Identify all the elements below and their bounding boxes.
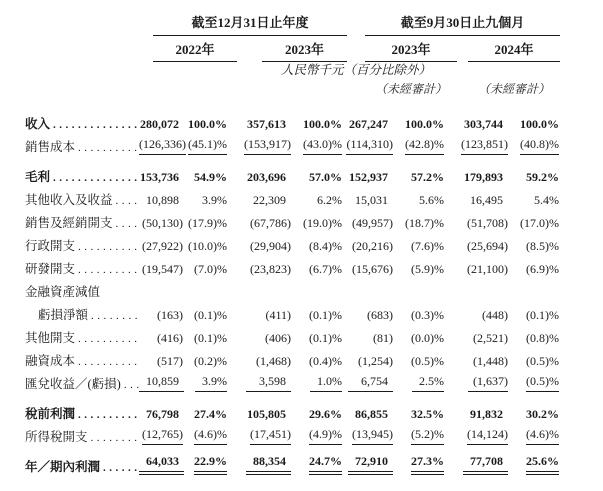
- dot-leader: [78, 333, 139, 345]
- percent-value: 30.2%: [526, 407, 559, 421]
- amount-value: 16,495: [470, 193, 503, 207]
- percent-value: (40.8)%: [520, 137, 559, 155]
- row-label-text: 銷售成本: [25, 140, 76, 154]
- amount-value: (19,547): [142, 262, 183, 276]
- amount-value: 15,031: [355, 193, 388, 207]
- column-header-2024-nine-month: 2024年: [468, 39, 560, 62]
- amount-value: 10,859: [139, 374, 184, 392]
- dot-leader: [124, 379, 139, 391]
- percent-value: 32.5%: [411, 407, 444, 421]
- dot-leader: [78, 142, 139, 154]
- dot-leader: [116, 195, 139, 207]
- percent-value: 29.6%: [309, 407, 342, 421]
- percent-value: 100.0%: [405, 117, 444, 131]
- percent-value: (4.9)%: [309, 427, 342, 445]
- amount-value: (67,786): [250, 216, 291, 230]
- period-group-annual-title: 截至12月31日止年度: [153, 12, 347, 36]
- row-label: [25, 259, 139, 277]
- amount-value: (163): [157, 308, 183, 322]
- amount-value: (15,676): [352, 262, 393, 276]
- amount-value: 88,354: [246, 454, 291, 475]
- table-row: [25, 109, 559, 132]
- amount-value: 6,754: [348, 374, 393, 392]
- table-row: [25, 208, 559, 231]
- dot-leader: [91, 310, 139, 322]
- period-group-nine-month-title: 截至9月30日止九個月: [365, 12, 560, 36]
- amount-value: (81): [373, 331, 393, 345]
- row-label: [25, 427, 139, 445]
- amount-value: 22,309: [253, 193, 286, 207]
- percent-value: 100.0%: [303, 117, 342, 131]
- amount-value: (126,336): [139, 137, 186, 155]
- amount-value: (123,851): [461, 137, 508, 155]
- percent-value: (17.9)%: [188, 216, 227, 230]
- percent-value: 5.4%: [534, 193, 559, 207]
- row-label-text: 其他收入及收益: [25, 193, 113, 207]
- amount-value: (20,216): [352, 239, 393, 253]
- amount-value: 91,832: [470, 407, 503, 421]
- dot-leader: [116, 218, 139, 230]
- amount-value: 267,247: [349, 117, 388, 131]
- percent-value: (0.5)%: [526, 374, 559, 392]
- amount-value: (114,310): [346, 137, 393, 155]
- row-label: [25, 137, 139, 155]
- dot-leader: [53, 119, 139, 131]
- percent-value: (5.9)%: [411, 262, 444, 276]
- percent-value: 59.2%: [526, 170, 559, 184]
- percent-value: (7.6)%: [411, 239, 444, 253]
- row-label-text: 虧損淨額: [38, 308, 89, 322]
- amount-value: (411): [265, 308, 291, 322]
- percent-value: (10.0)%: [188, 239, 227, 253]
- amount-value: (13,945): [352, 427, 393, 445]
- amount-value: (14,124): [467, 427, 508, 445]
- amount-value: (49,957): [352, 216, 393, 230]
- percent-value: (0.1)%: [194, 308, 227, 322]
- percent-value: (5.2)%: [411, 427, 444, 445]
- row-label: [25, 328, 139, 346]
- row-label-text: 所得稅開支: [25, 430, 88, 444]
- percent-value: 3.9%: [195, 374, 227, 392]
- percent-value: (43.0)%: [303, 137, 342, 155]
- percent-value: (0.3)%: [411, 308, 444, 322]
- percent-value: (18.7)%: [405, 216, 444, 230]
- row-label: [25, 167, 139, 185]
- dot-leader: [78, 356, 139, 368]
- row-label-text: 研發開支: [25, 262, 76, 276]
- row-label-text: 匯兌收益／(虧損): [25, 377, 121, 391]
- dot-leader: [78, 264, 139, 276]
- row-label: [25, 236, 139, 254]
- row-label: [25, 457, 139, 475]
- amount-value: (406): [265, 331, 291, 345]
- table-row: [25, 369, 559, 392]
- column-header-2023: 2023年: [262, 39, 347, 62]
- percent-value: (0.2)%: [194, 354, 227, 368]
- row-label-text: 銷售及經銷開支: [25, 216, 113, 230]
- table-row: [25, 445, 559, 475]
- table-row: [25, 155, 559, 185]
- unaudited-note-2024: （未經審計）: [477, 82, 550, 96]
- percent-value: (7.0)%: [194, 262, 227, 276]
- amount-value: 76,798: [146, 407, 179, 421]
- row-label-text: 收入: [25, 117, 51, 131]
- dot-leader: [78, 409, 139, 421]
- amount-value: (17,451): [250, 427, 291, 445]
- amount-value: 77,708: [463, 454, 508, 475]
- percent-value: (8.4)%: [309, 239, 342, 253]
- percent-value: (0.1)%: [526, 308, 559, 322]
- percent-value: 1.0%: [310, 374, 342, 392]
- amount-value: 64,033: [139, 454, 184, 475]
- percent-value: (0.1)%: [194, 331, 227, 345]
- income-statement-table: [25, 109, 559, 475]
- percent-value: (0.1)%: [309, 308, 342, 322]
- table-row: [25, 392, 559, 422]
- table-row: [25, 254, 559, 277]
- amount-value: 280,072: [140, 117, 179, 131]
- dot-leader: [53, 172, 139, 184]
- amount-value: (448): [482, 308, 508, 322]
- percent-value: 27.3%: [411, 454, 444, 475]
- amount-value: 10,898: [146, 193, 179, 207]
- percent-value: 5.6%: [419, 193, 444, 207]
- row-label: [25, 190, 139, 208]
- amount-value: (51,708): [467, 216, 508, 230]
- percent-value: 57.0%: [309, 170, 342, 184]
- percent-value: (17.0)%: [520, 216, 559, 230]
- table-row: [25, 132, 559, 155]
- currency-unit-note: 人民幣千元（百分比除外）: [280, 63, 431, 77]
- dot-leader: [78, 241, 139, 253]
- amount-value: (23,823): [250, 262, 291, 276]
- percent-value: (0.8)%: [526, 331, 559, 345]
- percent-value: 54.9%: [194, 170, 227, 184]
- amount-value: (1,468): [256, 354, 291, 368]
- amount-value: 72,910: [348, 454, 393, 475]
- row-label-text: 金融資產減值: [25, 285, 101, 299]
- percent-value: 3.9%: [202, 193, 227, 207]
- row-label: [25, 351, 139, 369]
- percent-value: (4.6)%: [526, 427, 559, 445]
- amount-value: 3,598: [246, 374, 291, 392]
- amount-value: (153,917): [244, 137, 291, 155]
- amount-value: (21,100): [467, 262, 508, 276]
- amount-value: 86,855: [355, 407, 388, 421]
- row-label: [25, 305, 139, 323]
- table-row: [25, 422, 559, 445]
- table-row: [25, 185, 559, 208]
- amount-value: 179,893: [464, 170, 503, 184]
- table-row: [25, 346, 559, 369]
- row-label: [25, 404, 139, 422]
- column-header-2023-nine-month: 2023年: [365, 39, 457, 62]
- row-label-text: 行政開支: [25, 239, 76, 253]
- percent-value: (19.0)%: [303, 216, 342, 230]
- dot-leader: [103, 462, 139, 474]
- percent-value: 100.0%: [520, 117, 559, 131]
- percent-value: 24.7%: [309, 454, 342, 475]
- row-label-text: 毛利: [25, 170, 51, 184]
- percent-value: (0.5)%: [411, 354, 444, 368]
- amount-value: (683): [367, 308, 393, 322]
- percent-value: (6.9)%: [526, 262, 559, 276]
- amount-value: 105,805: [247, 407, 286, 421]
- row-label: [25, 114, 139, 132]
- table-row: [25, 277, 559, 300]
- amount-value: 203,696: [247, 170, 286, 184]
- amount-value: 303,744: [464, 117, 503, 131]
- row-label: [25, 282, 559, 300]
- amount-value: (2,521): [473, 331, 508, 345]
- amount-value: (517): [157, 354, 183, 368]
- row-label-text: 稅前利潤: [25, 407, 76, 421]
- amount-value: 153,736: [140, 170, 179, 184]
- amount-value: 152,937: [349, 170, 388, 184]
- table-row: [25, 300, 559, 323]
- row-label: [25, 374, 139, 392]
- dot-leader: [91, 432, 139, 444]
- amount-value: 357,613: [247, 117, 286, 131]
- percent-value: (0.1)%: [309, 331, 342, 345]
- amount-value: (25,694): [467, 239, 508, 253]
- percent-value: (0.5)%: [526, 354, 559, 368]
- amount-value: (1,637): [468, 374, 508, 392]
- row-label: [25, 213, 139, 231]
- percent-value: 2.5%: [412, 374, 444, 392]
- percent-value: (6.7)%: [309, 262, 342, 276]
- percent-value: 22.9%: [194, 454, 227, 475]
- amount-value: (416): [157, 331, 183, 345]
- percent-value: 27.4%: [194, 407, 227, 421]
- table-row: [25, 231, 559, 254]
- percent-value: (42.8)%: [405, 137, 444, 155]
- amount-value: (29,904): [250, 239, 291, 253]
- amount-value: (1,448): [473, 354, 508, 368]
- percent-value: (45.1)%: [188, 137, 227, 155]
- amount-value: (1,254): [358, 354, 393, 368]
- unaudited-note-2023: （未經審計）: [374, 82, 447, 96]
- table-row: [25, 323, 559, 346]
- amount-value: (50,130): [142, 216, 183, 230]
- percent-value: (0.4)%: [309, 354, 342, 368]
- percent-value: 100.0%: [188, 117, 227, 131]
- amount-value: (12,765): [142, 427, 183, 445]
- row-label-text: 融資成本: [25, 354, 76, 368]
- percent-value: 6.2%: [317, 193, 342, 207]
- percent-value: 57.2%: [411, 170, 444, 184]
- percent-value: 25.6%: [526, 454, 559, 475]
- percent-value: (0.0)%: [411, 331, 444, 345]
- column-header-2022: 2022年: [153, 39, 237, 62]
- percent-value: (4.6)%: [194, 427, 227, 445]
- row-label-text: 年／期內利潤: [25, 460, 101, 474]
- amount-value: (27,922): [142, 239, 183, 253]
- row-label-text: 其他開支: [25, 331, 76, 345]
- percent-value: (8.5)%: [526, 239, 559, 253]
